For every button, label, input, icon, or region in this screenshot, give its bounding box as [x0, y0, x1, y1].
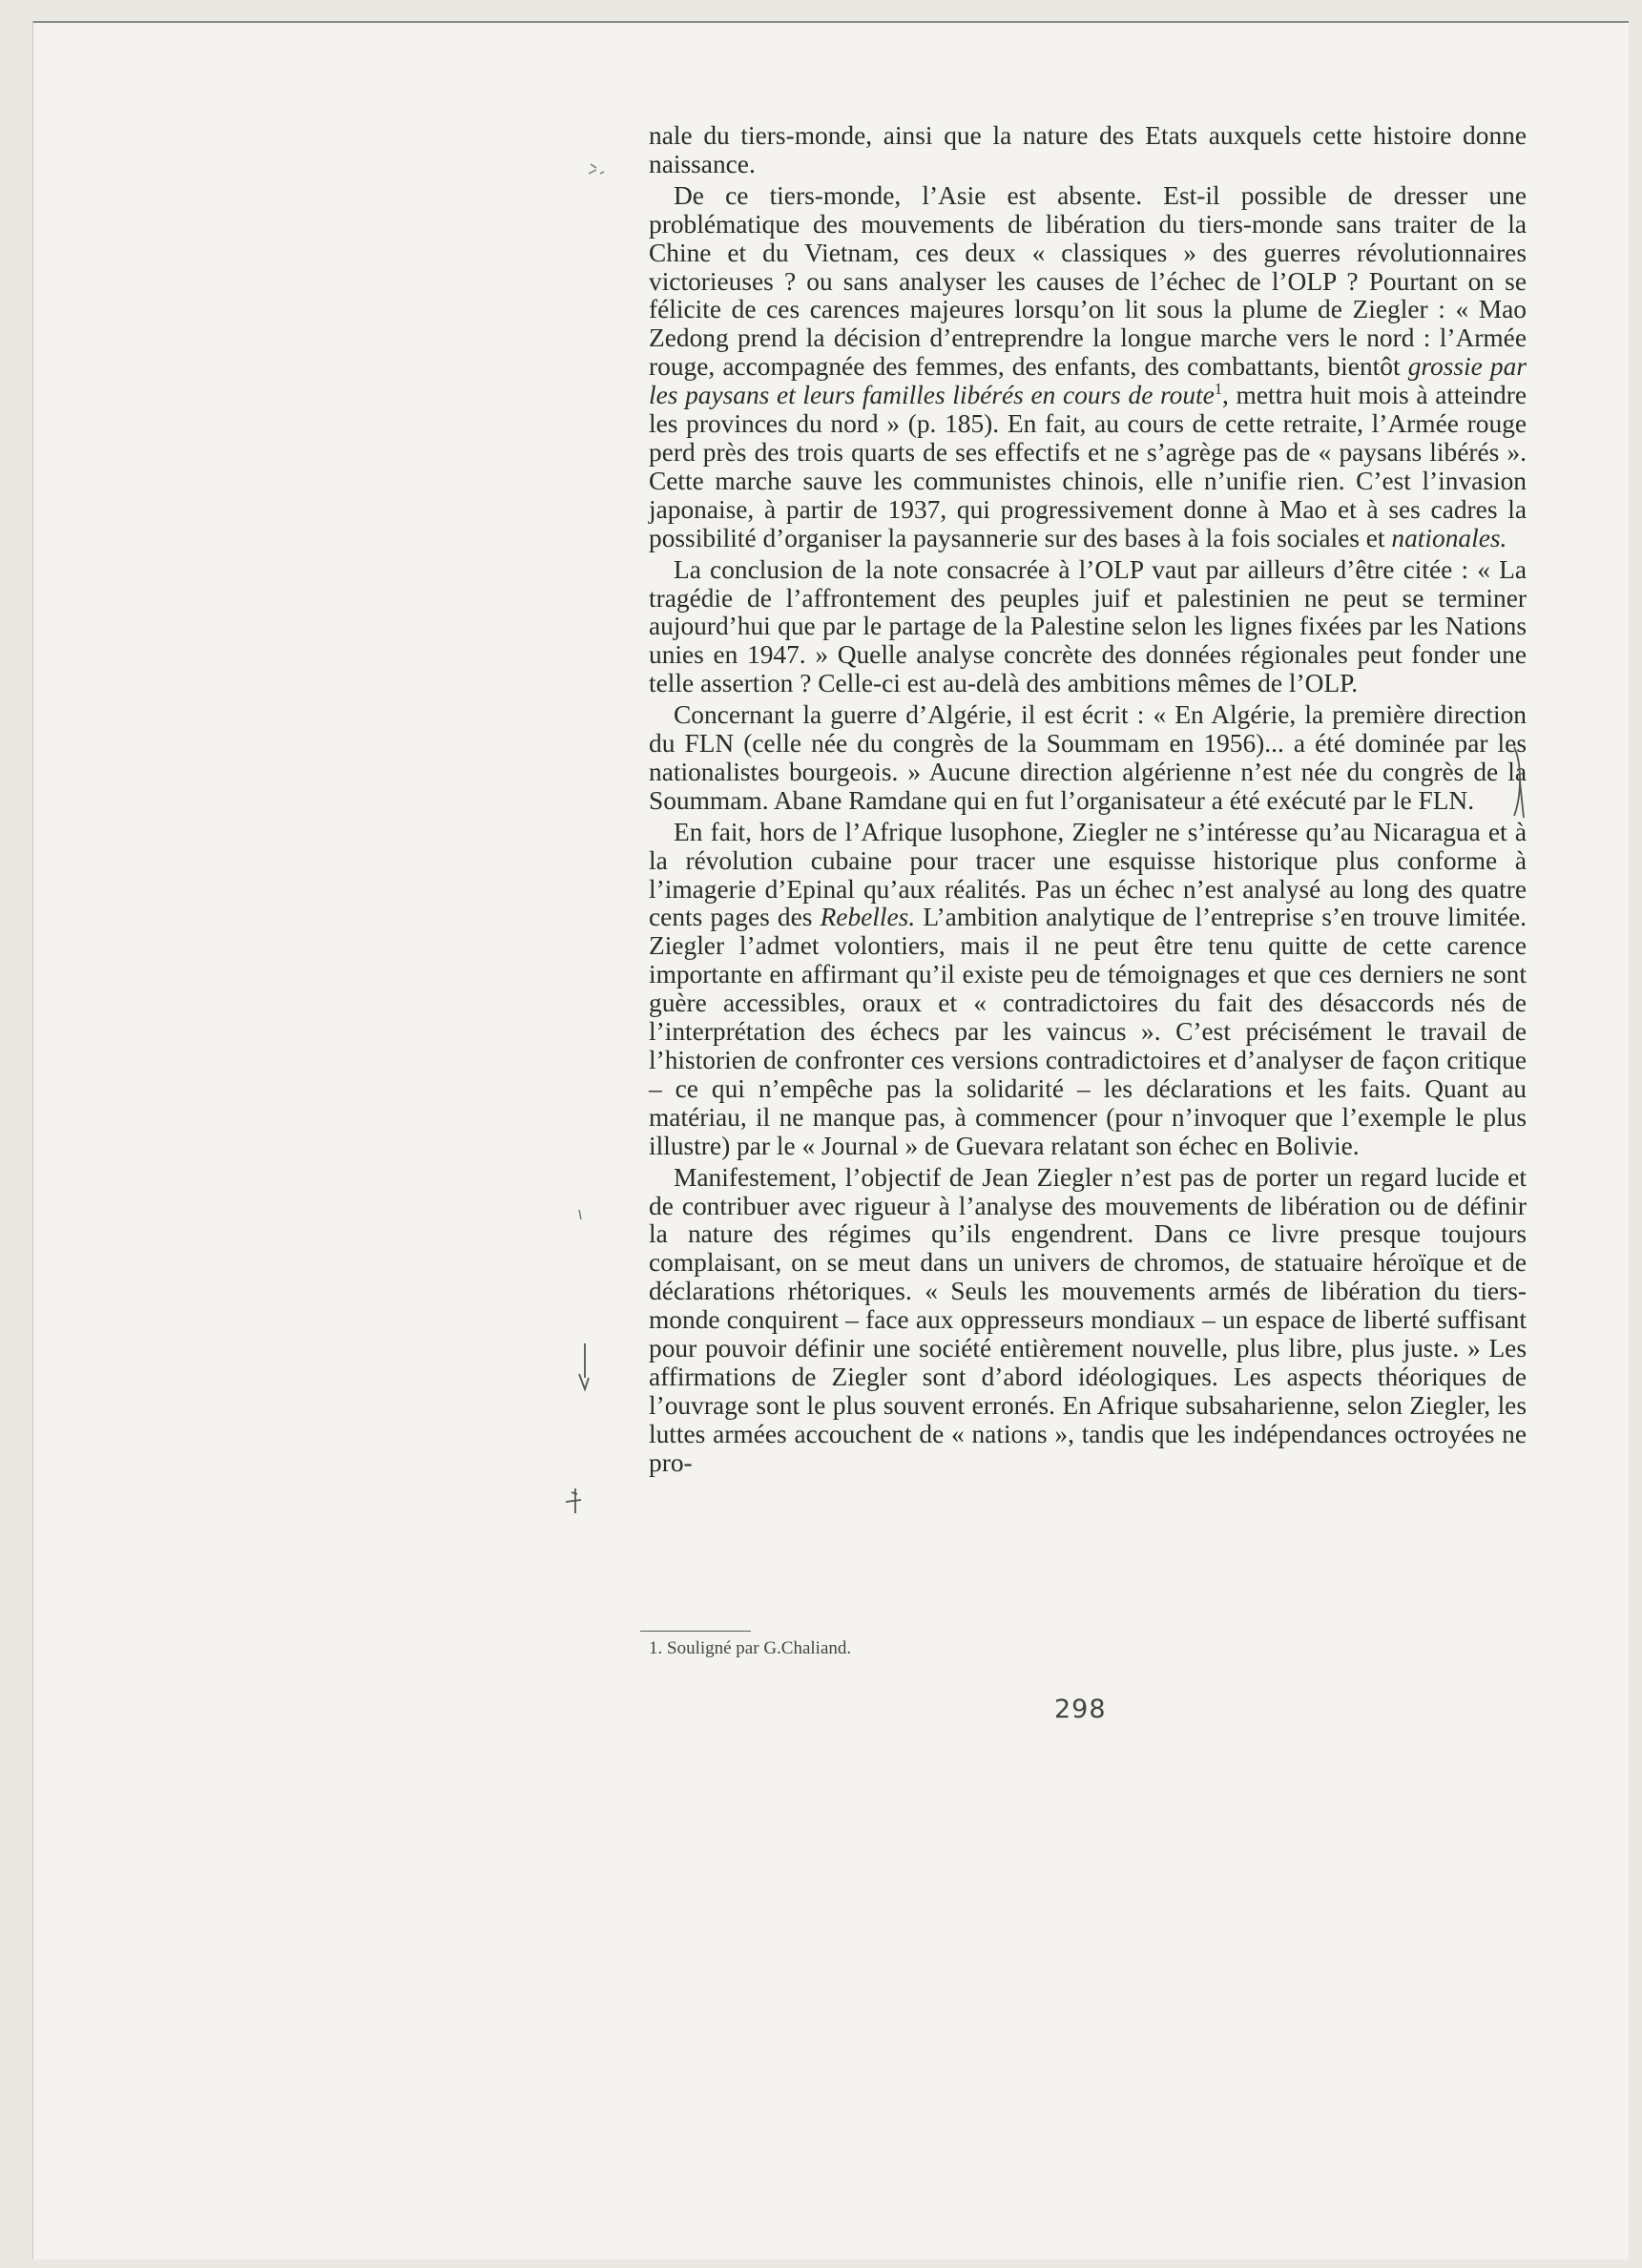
- margin-bracket-left: [573, 1340, 596, 1397]
- text-run: Concernant la guerre d’Algérie, il est écrit : « En Algérie, la première direction du FLN (celle née du congrès de la Soummam en 1956)... a été dominée par les nationalistes bourgeois. » Aucune direction algérienne n’est née du congrès de la Soummam. Abane Ramdane qui en fut l’organisateur a été exécuté par le FLN.: [649, 700, 1527, 815]
- page-sheet: [32, 21, 1629, 2259]
- italic-text: nationales.: [1391, 523, 1507, 552]
- text-run: En fait, hors de l’Afrique lusophone, Ziegler ne s’intéresse qu’au Nicaragua et à la révolution cubaine pour tracer une esquisse historique plus conforme à l’imagerie d’Epinal qu’aux réalités. Pas un échec n’est analysé au long des quatre cents pages des: [649, 817, 1527, 932]
- footnote: 1. Souligné par G.Chaliand.: [649, 1638, 852, 1658]
- paragraph: [649, 819, 1527, 1161]
- paragraph: [649, 701, 1527, 816]
- page-number: 298: [1054, 1695, 1107, 1724]
- body-text: [649, 122, 1527, 1481]
- margin-pencil-mark-bottom: [558, 1483, 587, 1521]
- margin-pencil-mark-top: [585, 156, 613, 185]
- text-run: De ce tiers-monde, l’Asie est absente. Est-il possible de dresser une problématique des mouvements de libération du tiers-monde sans traiter de la Chine et du Vietnam, ces deux « classiques » des guerres révolutionnaires victorieuses ? ou sans analyser les causes de l’échec de l’OLP ? Pourtant on se félicite de ces carences majeures lorsqu’on lit sous la plume de Ziegler : « Mao Zedong prend la décision d’entreprendre la longue marche vers le nord : l’Armée rouge, accompagnée des femmes, des enfants, des combattants, bientôt: [649, 180, 1527, 382]
- paragraph: [649, 122, 1527, 179]
- footnote-rule: [640, 1631, 751, 1632]
- footnote-ref: 1: [1214, 380, 1223, 399]
- text-run: , mettra huit mois à atteindre les provinces du nord » (p. 185). En fait, au cours de cette retraite, l’Armée rouge perd près des trois quarts de ses effectifs et ne s’agrège pas de « paysans libérés ». Cette marche sauve les communistes chinois, elle n’unifie rien. C’est l’invasion japonaise, à partir de 1937, qui progressivement donne à Mao et à ses cadres la possibilité d’organiser la paysannerie sur des bases à la fois sociales et: [649, 381, 1528, 552]
- text-run: Manifestement, l’objectif de Jean Ziegler n’est pas de porter un regard lucide et de contribuer avec rigueur à l’analyse des mouvements de libération ou de définir la nature des régimes qu’ils engendrent. Dans ce livre presque toujours complaisant, on se meut dans un univers de chromos, de statuaire héroïque et de déclarations rhétoriques. « Seuls les mouvements armés de libération du tiers-monde conquirent – face aux oppresseurs mondiaux – un espace de liberté suffisant pour pouvoir définir une société entièrement nouvelle, plus libre, plus juste. » Les affirmations de Ziegler sont d’abord idéologiques. Les aspects théoriques de l’ouvrage sont le plus souvent erronés. En Afrique subsaharienne, selon Ziegler, les luttes armées accouchent de « nations », tandis que les indépendances octroyées ne pro-: [649, 1162, 1527, 1477]
- paragraph: [649, 182, 1527, 553]
- margin-pencil-mark-middle: [572, 1206, 591, 1225]
- paragraph: [649, 556, 1527, 699]
- text-run: La conclusion de la note consacrée à l’OLP vaut par ailleurs d’être citée : « La tragédie de l’affrontement des peuples juif et palestinien ne peut se terminer aujourd’hui que par le partage de la Palestine selon les lignes fixées par les Nations unies en 1947. » Quelle analyse concrète des données régionales peut fonder une telle assertion ? Celle-ci est au-delà des ambitions mêmes de l’OLP.: [649, 554, 1527, 698]
- paragraph: [649, 1164, 1527, 1478]
- text-run: nale du tiers-monde, ainsi que la nature des Etats auxquels cette histoire donne naissance.: [649, 121, 1527, 178]
- text-run: L’ambition analytique de l’entreprise s’en trouve limitée. Ziegler l’admet volontiers, mais il ne peut être tenu quitte de cette carence importante en affirmant qu’il existe peu de témoignages et que ces derniers ne sont guère accessibles, oraux et « contradictoires du fait des désaccords nés de l’interprétation des échecs par les vaincus ». C’est précisément le travail de l’historien de confronter ces versions contradictoires et d’analyser de façon critique – ce qui n’empêche pas la solidarité – les déclarations et les faits. Quant au matériau, il ne manque pas, à commencer (pour n’invoquer que l’exemple le plus illustre) par le « Journal » de Guevara relatant son échec en Bolivie.: [649, 903, 1527, 1160]
- italic-text: grossie par les paysans et leurs familles libérés en cours de route: [649, 352, 1527, 410]
- italic-text: Rebelles.: [820, 903, 916, 932]
